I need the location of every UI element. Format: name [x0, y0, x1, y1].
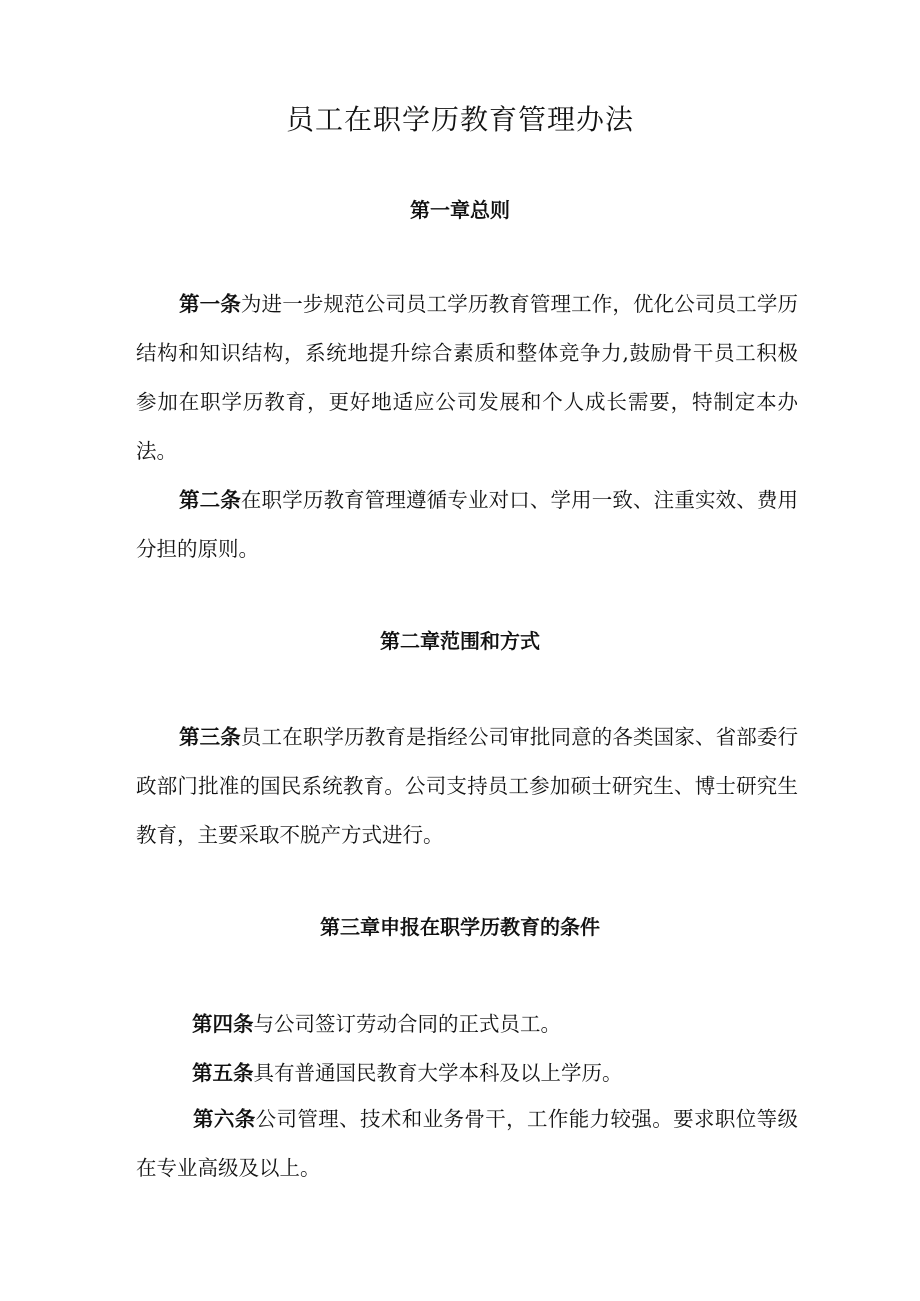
article-3-text: 员工在职学历教育是指经公司审批同意的各类国家、省部委行政部门批准的国民系统教育。公司支持员工参加硕士研究生、博士研究生教育，主要采取不脱产方式进行。 — [136, 725, 799, 847]
article-1 — [136, 280, 798, 476]
chapter-3-heading: 第三章申报在职学历教育的条件 — [320, 915, 600, 939]
article-2-label: 第二条 — [179, 488, 241, 512]
article-4 — [192, 1008, 561, 1040]
article-5-label: 第五条 — [192, 1061, 254, 1085]
article-1-text: 为进一步规范公司员工学历教育管理工作，优化公司员工学历结构和知识结构，系统地提升综合素质和整体竞争力,鼓励骨干员工积极参加在职学历教育，更好地适应公司发展和个人成长需要，特制定本办法。 — [136, 292, 799, 463]
chapter-2-heading: 第二章范围和方式 — [380, 629, 540, 653]
article-3 — [136, 713, 798, 860]
article-5-text: 具有普通国民教育大学本科及以上学历。 — [253, 1061, 623, 1085]
article-3-label: 第三条 — [179, 725, 241, 749]
article-4-label: 第四条 — [192, 1012, 254, 1036]
article-5 — [192, 1057, 623, 1089]
chapter-1-heading: 第一章总则 — [410, 198, 510, 222]
article-6-label: 第六条 — [193, 1107, 256, 1131]
article-1-label: 第一条 — [179, 292, 241, 316]
article-2 — [136, 476, 798, 574]
article-4-text: 与公司签订劳动合同的正式员工。 — [253, 1012, 561, 1036]
article-2-text: 在职学历教育管理遵循专业对口、学用一致、注重实效、费用分担的原则。 — [136, 488, 799, 561]
document-title: 员工在职学历教育管理办法 — [285, 103, 634, 136]
article-6 — [136, 1095, 798, 1193]
article-6-text: 公司管理、技术和业务骨干，工作能力较强。要求职位等级在专业高级及以上。 — [136, 1107, 798, 1180]
